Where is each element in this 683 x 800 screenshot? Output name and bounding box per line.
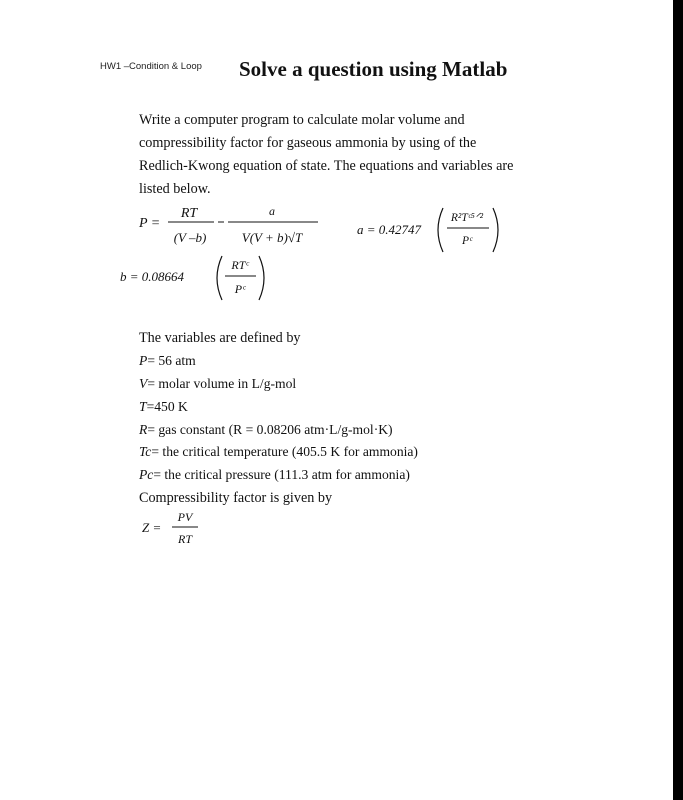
intro-line-4: listed below. xyxy=(139,181,211,197)
variables-heading: The variables are defined by xyxy=(139,330,301,346)
compressibility-text: Compressibility factor is given by xyxy=(139,490,333,506)
page-title: Solve a question using Matlab xyxy=(239,57,508,81)
intro-line-1: Write a computer program to calculate molar volume and xyxy=(139,112,465,128)
equation-a-numerator: R²Tᶜ⁵ᐟ² xyxy=(450,212,484,224)
variable-p: P= 56 atm xyxy=(139,353,196,368)
equation-p xyxy=(135,198,335,246)
equation-p-term1-denominator: (V –b) xyxy=(173,230,207,245)
equation-p-term2-numerator: a xyxy=(269,204,275,218)
variable-t: T=450 K xyxy=(139,399,188,414)
equation-a-lhs: a = 0.42747 xyxy=(357,222,422,237)
equation-p-term1-numerator: RT xyxy=(180,206,198,221)
equation-z xyxy=(140,505,210,551)
equation-b xyxy=(118,250,278,306)
right-paren xyxy=(493,208,498,252)
equation-z-denominator: RT xyxy=(177,532,193,546)
equation-a xyxy=(355,200,525,258)
variable-tc: Tc= the critical temperature (405.5 K for ammonia) xyxy=(139,444,418,459)
variable-v: V= molar volume in L/g-mol xyxy=(139,376,297,391)
variable-pc: Pc= the critical pressure (111.3 atm for ammonia) xyxy=(139,467,410,482)
equation-p-lhs: P = xyxy=(139,216,161,231)
equation-a-denominator: Pᶜ xyxy=(461,235,473,247)
equation-b-denominator: Pᶜ xyxy=(234,282,246,296)
equation-p-term2-denominator: V(V + b)√T xyxy=(241,230,303,245)
intro-line-3: Redlich-Kwong equation of state. The equations and variables are xyxy=(139,158,514,174)
left-paren xyxy=(217,256,222,300)
intro-line-2: compressibility factor for gaseous ammonia by using of the xyxy=(139,135,477,151)
equation-z-lhs: Z = xyxy=(142,520,162,535)
left-paren xyxy=(438,208,443,252)
equation-b-numerator: RTᶜ xyxy=(231,258,249,272)
equation-b-lhs: b = 0.08664 xyxy=(120,269,185,284)
variable-r: R= gas constant (R = 0.08206 atm·L/g-mol·K) xyxy=(139,422,393,437)
course-label: HW1 –Condition & Loop xyxy=(100,61,202,72)
right-paren xyxy=(259,256,264,300)
equation-z-numerator: PV xyxy=(177,510,193,524)
